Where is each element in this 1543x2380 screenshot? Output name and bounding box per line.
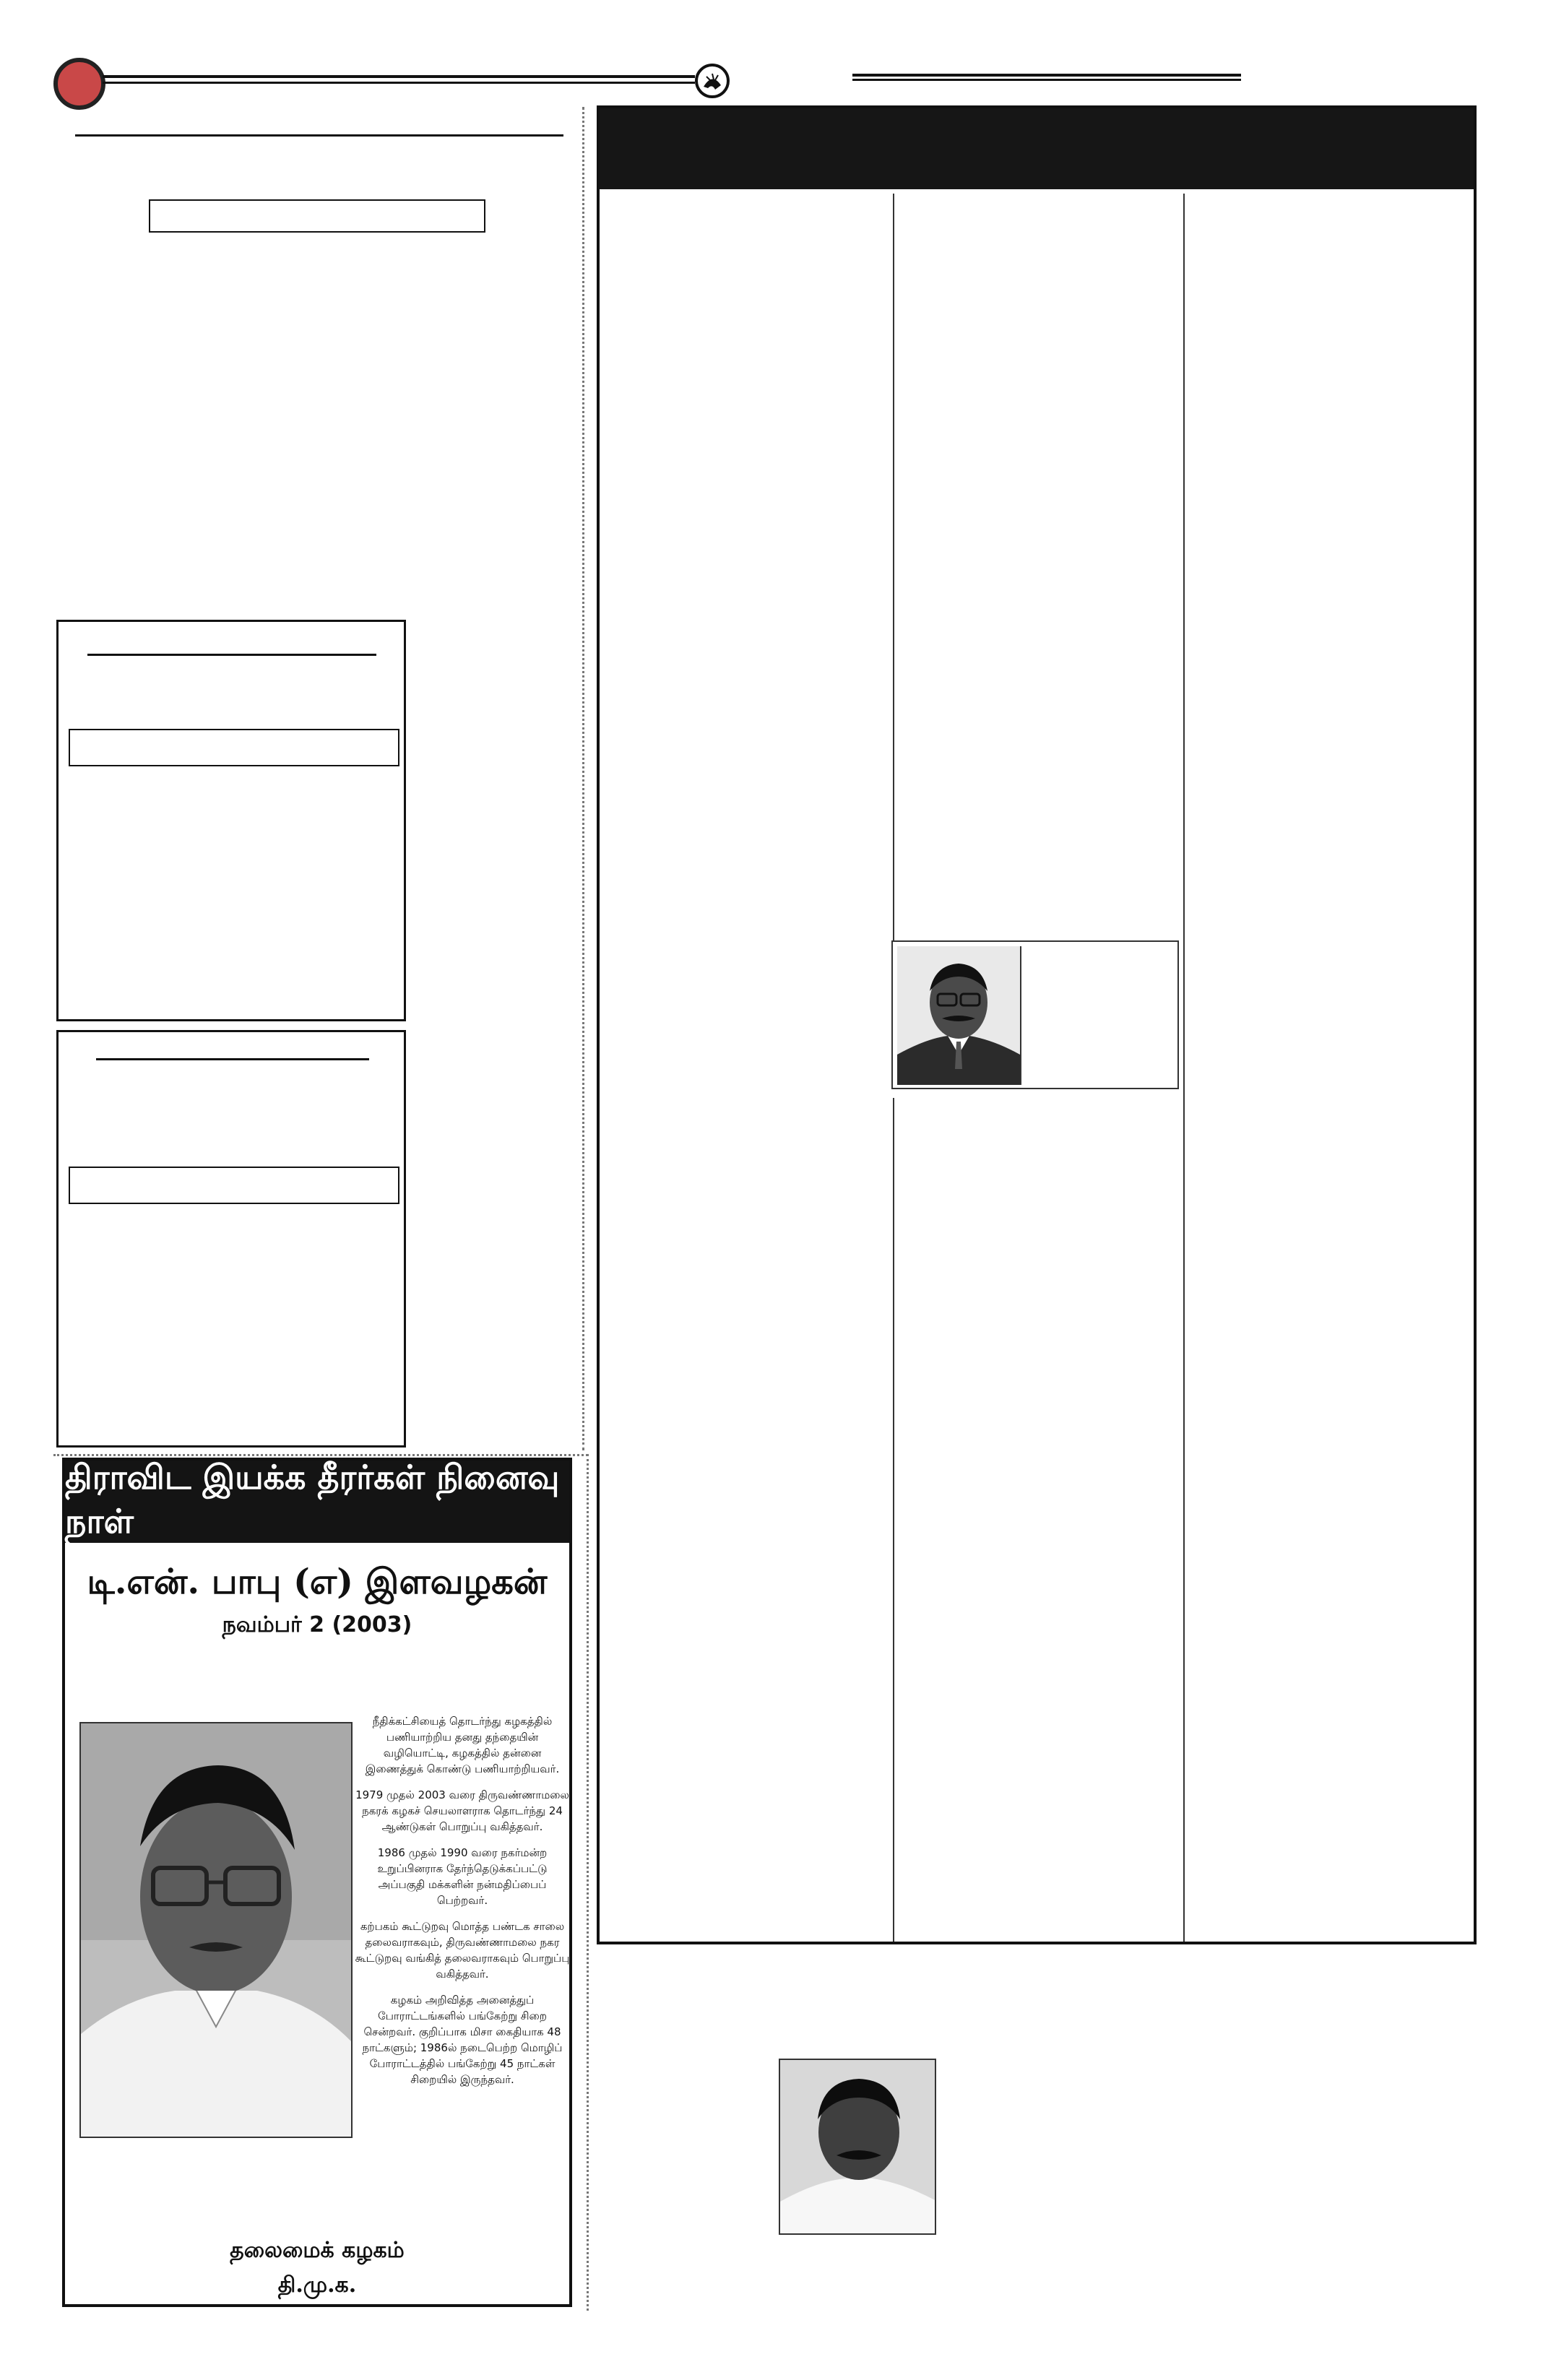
inset-photo-frame: [891, 940, 1179, 1089]
column-rule: [893, 194, 894, 1037]
rising-sun-emblem-icon: [695, 64, 730, 98]
feature-header-bar: [600, 108, 1474, 189]
memorial-paragraph: 1986 முதல் 1990 வரை நகர்மன்ற உறுப்பினராக தேர்ந்தெடுக்கப்பட்டு அப்பகுதி மக்களின் நன்மதிப்பைப் பெற்றவர்.: [377, 1846, 548, 1907]
section-divider-horizontal: [53, 1454, 588, 1456]
memorial-portrait-photo: [79, 1722, 353, 2138]
left-article-title-box: [149, 199, 485, 233]
left-article-rule: [75, 134, 563, 137]
memorial-paragraph: கற்பகம் கூட்டுறவு மொத்த பண்டக சாலை தலைவராகவும், திருவண்ணாமலை நகர கூட்டுறவு வங்கித் தலைவராகவும் பொறுப்பு வகித்தவர்.: [355, 1920, 570, 1981]
memorial-date: நவம்பர் 2 (2003): [222, 1612, 412, 1637]
column-rule: [893, 1098, 894, 1942]
section-divider-vertical: [587, 1454, 589, 2311]
memorial-footer: [65, 2233, 569, 2303]
side-box-one-rule: [87, 654, 376, 656]
memorial-biography: [354, 1713, 571, 2098]
memorial-banner: திராவிட இயக்க தீரர்கள் நினைவு நாள்: [65, 1461, 569, 1543]
side-box-one: [56, 620, 406, 1021]
side-box-two-label-box: [69, 1167, 399, 1204]
memorial-paragraph: 1979 முதல் 2003 வரை திருவண்ணாமலை நகரக் கழகச் செயலாளராக தொடர்ந்து 24 ஆண்டுகள் பொறுப்பு வகித்தவர்.: [355, 1788, 569, 1833]
column-divider: [582, 107, 584, 1450]
column-rule: [1183, 194, 1185, 1942]
page-number-circle: [53, 58, 105, 110]
memorial-person-name: டி.என். பாபு (எ) இளவழகன்: [87, 1562, 548, 1602]
side-box-two-rule: [96, 1058, 369, 1060]
memorial-notice: [62, 1458, 572, 2307]
memorial-paragraph: நீதிக்கட்சியைத் தொடர்ந்து கழகத்தில் பணியாற்றிய தனது தந்தையின் வழியொட்டி, கழகத்தில் தன்னை இணைத்துக் கொண்டு பணியாற்றியவர்.: [365, 1715, 560, 1775]
inset-portrait-photo: [897, 946, 1021, 1085]
memorial-footer-line2: தி.மு.க.: [277, 2272, 357, 2298]
header-rule-left: [103, 75, 695, 84]
memorial-paragraph: கழகம் அறிவித்த அனைத்துப் போராட்டங்களில் பங்கேற்று சிறை சென்றவர். குறிப்பாக மிசா கைதியாக 48 நாட்களும்; 1986ல் நடைபெற்ற மொழிப் போராட்டத்தில் பங்கேற்று 45 நாட்கள் சிறையில் இருந்தவர்.: [362, 1994, 563, 2086]
bottom-portrait-photo: [779, 2059, 936, 2235]
side-box-one-label-box: [69, 729, 399, 766]
memorial-footer-line1: தலைமைக் கழகம்: [230, 2238, 405, 2263]
header-rule-right: [852, 74, 1241, 81]
side-box-two: [56, 1030, 406, 1448]
